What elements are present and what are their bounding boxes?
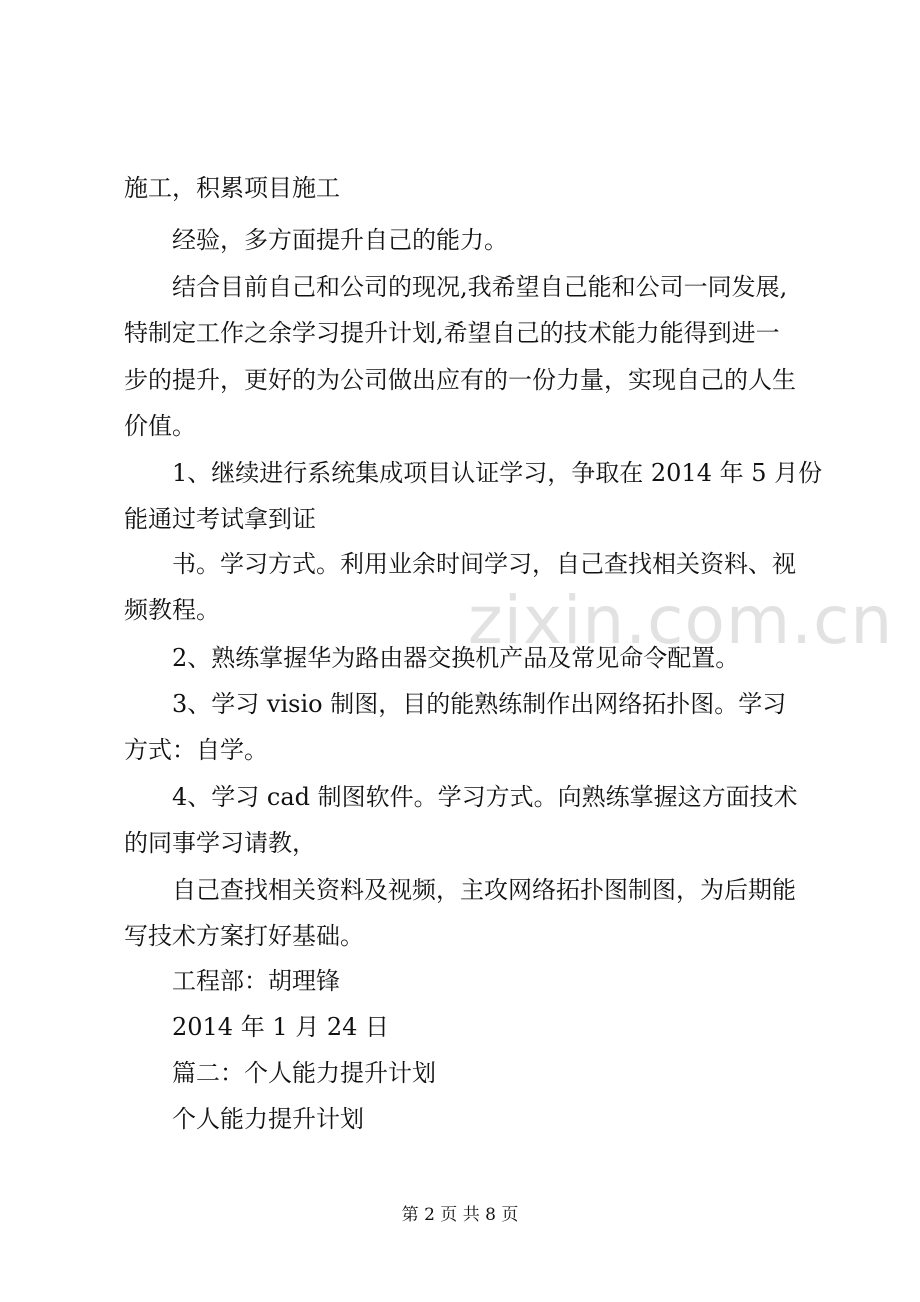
text-line: 2、熟练掌握华为路由器交换机产品及常见命令配置。 <box>172 644 740 672</box>
page-footer: 第 2 页 共 8 页 <box>401 1205 519 1225</box>
text-line: 1、继续进行系统集成项目认证学习，争取在 2014 年 5 月份 <box>172 459 823 487</box>
text-line: 2014 年 1 月 24 日 <box>172 1013 390 1041</box>
text-line: 方式：自学。 <box>124 736 268 764</box>
text-line: 施工，积累项目施工 <box>124 174 340 202</box>
text-line: 价值。 <box>124 412 196 440</box>
text-line: 特制定工作之余学习提升计划,希望自己的技术能力能得到进一 <box>124 319 780 347</box>
text-line: 个人能力提升计划 <box>172 1105 364 1133</box>
text-line: 的同事学习请教， <box>124 829 316 857</box>
text-line: 书。学习方式。利用业余时间学习，自己查找相关资料、视 <box>172 550 796 578</box>
text-line: 结合目前自己和公司的现况,我希望自己能和公司一同发展, <box>172 273 788 301</box>
text-line: 步的提升，更好的为公司做出应有的一份力量，实现自己的人生 <box>124 366 796 394</box>
text-line: 频教程。 <box>124 596 220 624</box>
text-line: 3、学习 visio 制图，目的能熟练制作出网络拓扑图。学习 <box>172 690 787 718</box>
text-line: 能通过考试拿到证 <box>124 505 316 533</box>
text-line: 自己查找相关资料及视频，主攻网络拓扑图制图，为后期能 <box>172 876 796 904</box>
text-line: 4、学习 cad 制图软件。学习方式。向熟练掌握这方面技术 <box>172 783 798 811</box>
text-line: 工程部：胡理锋 <box>172 967 340 995</box>
watermark: zixin.com.cn <box>468 582 894 659</box>
text-line: 篇二：个人能力提升计划 <box>172 1059 436 1087</box>
text-line: 经验，多方面提升自己的能力。 <box>172 226 508 254</box>
text-line: 写技术方案打好基础。 <box>124 922 364 950</box>
